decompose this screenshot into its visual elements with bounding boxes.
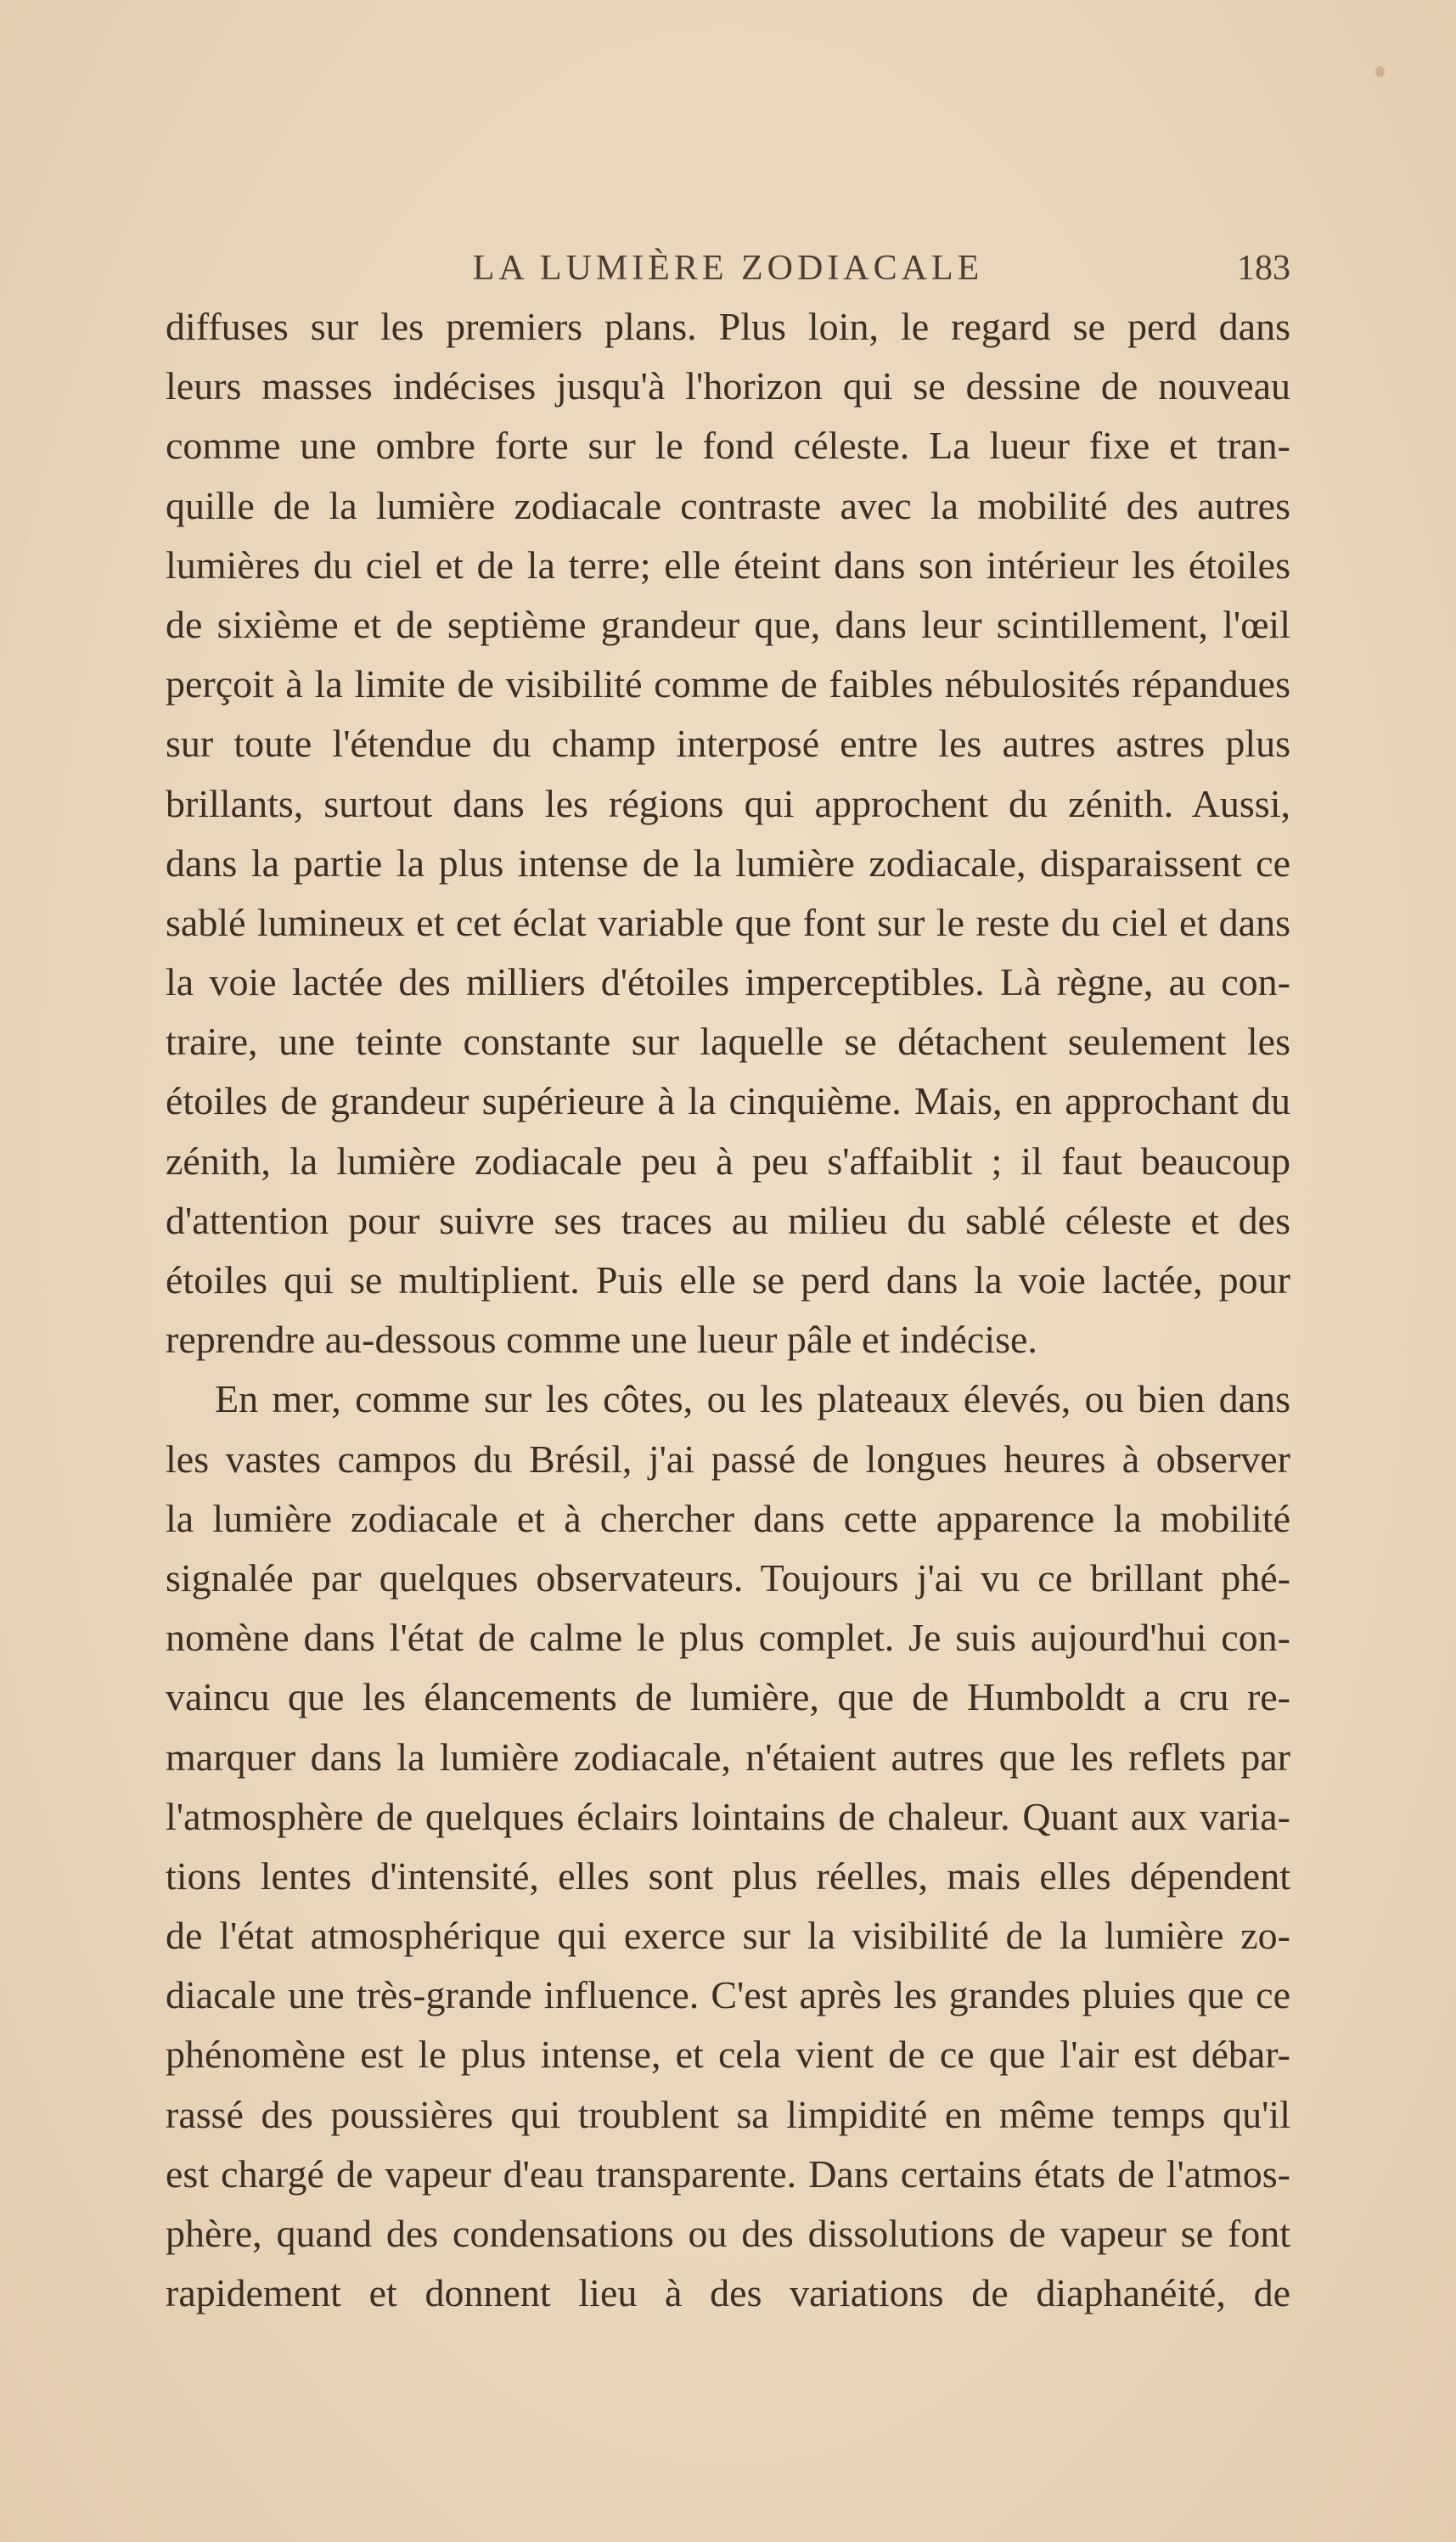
text-line: vaincu que les élancements de lumière, que de Humboldt a cru re- <box>166 1675 1290 1719</box>
text-line: phénomène est le plus intense, et cela vient de ce que l'air est débar- <box>166 2033 1290 2077</box>
page-number: 183 <box>1237 249 1290 288</box>
text-line: sablé lumineux et cet éclat variable que font sur le reste du ciel et dans <box>166 900 1290 944</box>
text-line: de l'état atmosphérique qui exerce sur la visibilité de la lumière zo- <box>166 1914 1290 1958</box>
running-head <box>166 248 1290 290</box>
text-line: dans la partie la plus intense de la lumière zodiacale, disparaissent ce <box>166 841 1290 885</box>
text-line: brillants, surtout dans les régions qui approchent du zénith. Aussi, <box>166 781 1290 825</box>
paragraph-first-line: En mer, comme sur les côtes, ou les plateaux élevés, ou bien dans <box>215 1377 1290 1421</box>
text-line: diffuses sur les premiers plans. Plus loin, le regard se perd dans <box>166 305 1290 348</box>
text-line: nomène dans l'état de calme le plus complet. Je suis aujourd'hui con- <box>166 1616 1290 1660</box>
text-line: tions lentes d'intensité, elles sont plus réelles, mais elles dépendent <box>166 1853 1290 1898</box>
paper-speck <box>1375 66 1385 77</box>
text-line: étoiles de grandeur supérieure à la cinquième. Mais, en approchant du <box>166 1079 1290 1123</box>
text-line: phère, quand des condensations ou des dissolutions de vapeur se font <box>166 2212 1290 2255</box>
text-line: de sixième et de septième grandeur que, dans leur scintillement, l'œil <box>166 602 1290 646</box>
text-line: d'attention pour suivre ses traces au milieu du sablé céleste et des <box>166 1198 1290 1242</box>
text-line: leurs masses indécises jusqu'à l'horizon qui se dessine de nouveau <box>166 364 1290 408</box>
text-line: l'atmosphère de quelques éclairs lointains de chaleur. Quant aux varia- <box>166 1794 1290 1838</box>
text-line: sur toute l'étendue du champ interposé entre les autres astres plus <box>166 722 1290 766</box>
text-line: étoiles qui se multiplient. Puis elle se perd dans la voie lactée, pour <box>166 1258 1290 1302</box>
running-title: LA LUMIÈRE ZODIACALE <box>472 249 984 288</box>
text-line: comme une ombre forte sur le fond céleste. La lueur fixe et tran- <box>166 424 1290 468</box>
text-line: quille de la lumière zodiacale contraste avec la mobilité des autres <box>166 483 1290 527</box>
text-line: marquer dans la lumière zodiacale, n'étaient autres que les reflets par <box>166 1735 1290 1779</box>
text-line: perçoit à la limite de visibilité comme de faibles nébulosités répandues <box>166 662 1290 706</box>
text-line: rapidement et donnent lieu à des variations de diaphanéité, de <box>166 2271 1290 2315</box>
text-line: la voie lactée des milliers d'étoiles imperceptibles. Là règne, au con- <box>166 960 1290 1004</box>
text-line: est chargé de vapeur d'eau transparente. Dans certains états de l'atmos- <box>166 2151 1290 2196</box>
text-line: lumières du ciel et de la terre; elle éteint dans son intérieur les étoiles <box>166 543 1290 587</box>
text-line: diacale une très-grande influence. C'est après les grandes pluies que ce <box>166 1973 1290 2017</box>
text-line: traire, une teinte constante sur laquelle se détachent seulement les <box>166 1020 1290 1064</box>
text-line: signalée par quelques observateurs. Toujours j'ai vu ce brillant phé- <box>166 1555 1290 1600</box>
text-line: les vastes campos du Brésil, j'ai passé de longues heures à observer <box>166 1437 1290 1481</box>
text-line: rassé des poussières qui troublent sa limpidité en même temps qu'il <box>166 2092 1290 2136</box>
paragraph-last-line: reprendre au-dessous comme une lueur pâle et indécise. <box>166 1318 1037 1362</box>
text-line: la lumière zodiacale et à chercher dans cette apparence la mobilité <box>166 1496 1290 1540</box>
body-text <box>166 297 1290 2323</box>
text-line: zénith, la lumière zodiacale peu à peu s'affaiblit ; il faut beaucoup <box>166 1139 1290 1183</box>
